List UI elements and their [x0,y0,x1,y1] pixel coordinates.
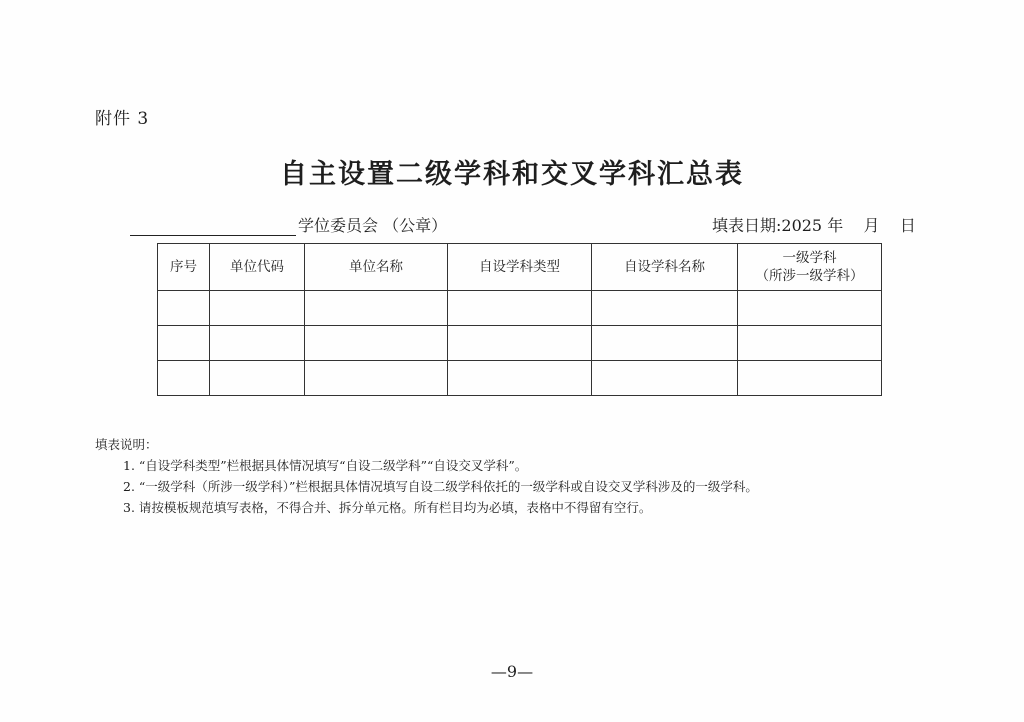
table-cell [210,361,305,396]
table-cell [158,291,210,326]
table-cell [210,326,305,361]
instructions [95,434,758,518]
header-unit-name: 单位名称 [305,244,448,291]
table-cell [738,326,882,361]
header-discipline-type: 自设学科类型 [448,244,592,291]
table-cell [448,361,592,396]
header-index: 序号 [158,244,210,291]
table-row [158,326,882,361]
table-cell [305,361,448,396]
header-unit-code: 单位代码 [210,244,305,291]
table-row [158,361,882,396]
table-cell [592,291,738,326]
table-cell [305,326,448,361]
header-first-level-discipline: 一级学科 （所涉一级学科） [738,244,882,291]
summary-table [157,243,882,396]
table-cell [592,361,738,396]
instruction-item: 3. 请按模板规范填写表格，不得合并、拆分单元格。所有栏目均为必填，表格中不得留有空行。 [123,500,652,515]
fill-date: 填表日期:2025 年 月 日 [712,216,916,235]
table-row [158,291,882,326]
header-discipline-name: 自设学科名称 [592,244,738,291]
page-number: —9— [490,662,534,681]
table-cell [738,291,882,326]
table-header-row [158,244,882,291]
table-cell [738,361,882,396]
instruction-item: 1. “自设学科类型”栏根据具体情况填写“自设二级学科”“自设交叉学科”。 [123,458,528,473]
committee-label: 学位委员会 （公章） [298,216,448,235]
table-cell [210,291,305,326]
committee-line [130,213,447,236]
table-cell [305,291,448,326]
table-cell [158,361,210,396]
table-cell [158,326,210,361]
instructions-heading: 填表说明： [95,437,158,452]
table-cell [448,326,592,361]
instruction-item: 2. “一级学科（所涉一级学科）”栏根据具体情况填写自设二级学科依托的一级学科或自设交叉学科涉及的一级学科。 [123,479,758,494]
table-cell [448,291,592,326]
page-title: 自主设置二级学科和交叉学科汇总表 [280,159,744,190]
attachment-label: 附件 3 [95,109,150,129]
table-cell [592,326,738,361]
committee-blank-field [130,217,296,236]
